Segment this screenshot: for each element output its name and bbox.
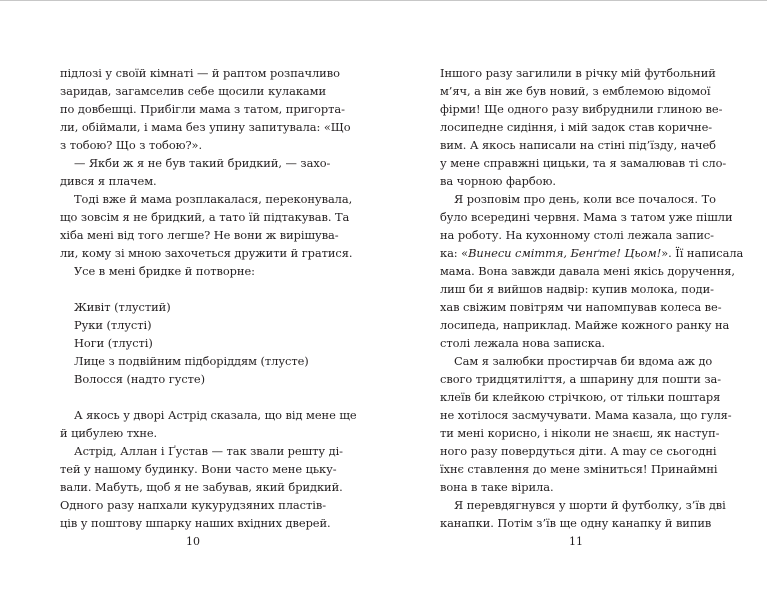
text-line-with-note — [440, 244, 744, 262]
text-line: вали. Мабуть, щоб я не забував, який бридкий. — [60, 480, 343, 494]
text-line: столі лежала нова записка. — [440, 336, 606, 350]
text-line: мама. Вона завжди давала мені якісь доручення, — [440, 264, 735, 278]
list-item: Живіт (тлустий) — [74, 300, 171, 314]
text-line: лосипеда, наприклад. Майже кожного ранку на — [440, 318, 730, 332]
blank-line — [60, 280, 326, 298]
text-line: лиш би я вийшов надвір: купив молока, поди- — [440, 282, 714, 296]
text-fragment: ». Її написала — [661, 246, 744, 260]
left-page-text — [60, 64, 357, 532]
text-line: — Якби ж я не був такий бридкий, — захо- — [74, 156, 331, 170]
text-line: ців у поштову шпарку наших вхідних дверей. — [60, 516, 331, 530]
text-fragment: ка: « — [440, 246, 469, 260]
text-line: їхнє ставлення до мене зміниться! Принаймні — [440, 462, 718, 476]
text-line: підлозі у своїй кімнаті — й раптом розпачливо — [60, 66, 340, 80]
blank-line — [60, 388, 326, 406]
text-line: не хотілося засмучувати. Мама казала, що гуля- — [440, 408, 732, 422]
text-line: Я перевдягнувся у шорти й футболку, з’їв дві — [454, 498, 726, 512]
text-line: заридав, загамселив себе щосили кулаками — [60, 84, 326, 98]
note-text: Винеси сміття, Бенґте! Цьом! — [468, 246, 662, 260]
right-page-text — [440, 64, 744, 532]
text-line: було всередині червня. Мама з татом уже пішли — [440, 210, 733, 224]
list-item: Лице з подвійним підборіддям (тлусте) — [74, 354, 309, 368]
text-line: фірми! Ще одного разу вибруднили глиною ве- — [440, 102, 723, 116]
text-line: Я розповім про день, коли все почалося. То — [454, 192, 716, 206]
text-line: Сам я залюбки простирчав би вдома аж до — [454, 354, 713, 368]
text-line: м’яч, а він же був новий, з емблемою відомої — [440, 84, 711, 98]
list-item: Руки (тлусті) — [74, 318, 152, 332]
text-line: й цибулею тхне. — [60, 426, 158, 440]
list-item: Волосся (надто густе) — [74, 372, 205, 386]
text-line: вона в таке вірила. — [440, 480, 554, 494]
list-item: Ноги (тлусті) — [74, 336, 153, 350]
text-line: дився я плачем. — [60, 174, 157, 188]
text-line: Усе в мені бридке й потворне: — [74, 264, 255, 278]
text-line: Одного разу напхали кукурудзяних пластів- — [60, 498, 326, 512]
page-number-left: 10 — [186, 535, 200, 548]
text-line: канапки. Потім з’їв ще одну канапку й випив — [440, 516, 712, 530]
page-number-right: 11 — [569, 535, 583, 548]
text-line: свого тридцятиліття, а шпарину для пошти за- — [440, 372, 722, 386]
text-line: клеїв би клейкою стрічкою, от тільки поштаря — [440, 390, 721, 404]
top-border-line — [0, 0, 767, 1]
text-line: лосипедне сидіння, і мій задок став коричне- — [440, 120, 713, 134]
text-line: ли, обіймали, і мама без упину запитувала: «Що — [60, 120, 351, 134]
text-line: Тоді вже й мама розплакалася, переконувала, — [74, 192, 353, 206]
text-line: Іншого разу загилили в річку мій футбольний — [440, 66, 716, 80]
text-line: хіба мені від того легше? Не вони ж вирішува- — [60, 228, 339, 242]
text-line: А якось у дворі Астрід сказала, що від мене ще — [74, 408, 357, 422]
text-line: по довбешці. Прибігли мама з татом, пригорта- — [60, 102, 345, 116]
text-line: хав свіжим повітрям чи напомпував колеса ве- — [440, 300, 722, 314]
text-line: ли, кому зі мною захочеться дружити й гратися. — [60, 246, 353, 260]
text-line: що зовсім я не бридкий, а тато їй підтакував. Та — [60, 210, 350, 224]
text-line: Астрід, Аллан і Ґустав — так звали решту ді- — [74, 444, 343, 458]
text-line: ва чорною фарбою. — [440, 174, 556, 188]
text-line: на роботу. На кухонному столі лежала запис- — [440, 228, 714, 242]
text-line: вим. А якось написали на стіні під’їзду, начеб — [440, 138, 716, 152]
text-line: з тобою? Що з тобою?». — [60, 138, 203, 152]
text-line: ти мені корисно, і ніколи не знаєш, як наступ- — [440, 426, 720, 440]
text-line: у мене справжні цицьки, та я замалював ті сло- — [440, 156, 727, 170]
text-line: тей у нашому будинку. Вони часто мене цьку- — [60, 462, 337, 476]
text-line: ного разу повердуться діти. А may се сьогодні — [440, 444, 717, 458]
